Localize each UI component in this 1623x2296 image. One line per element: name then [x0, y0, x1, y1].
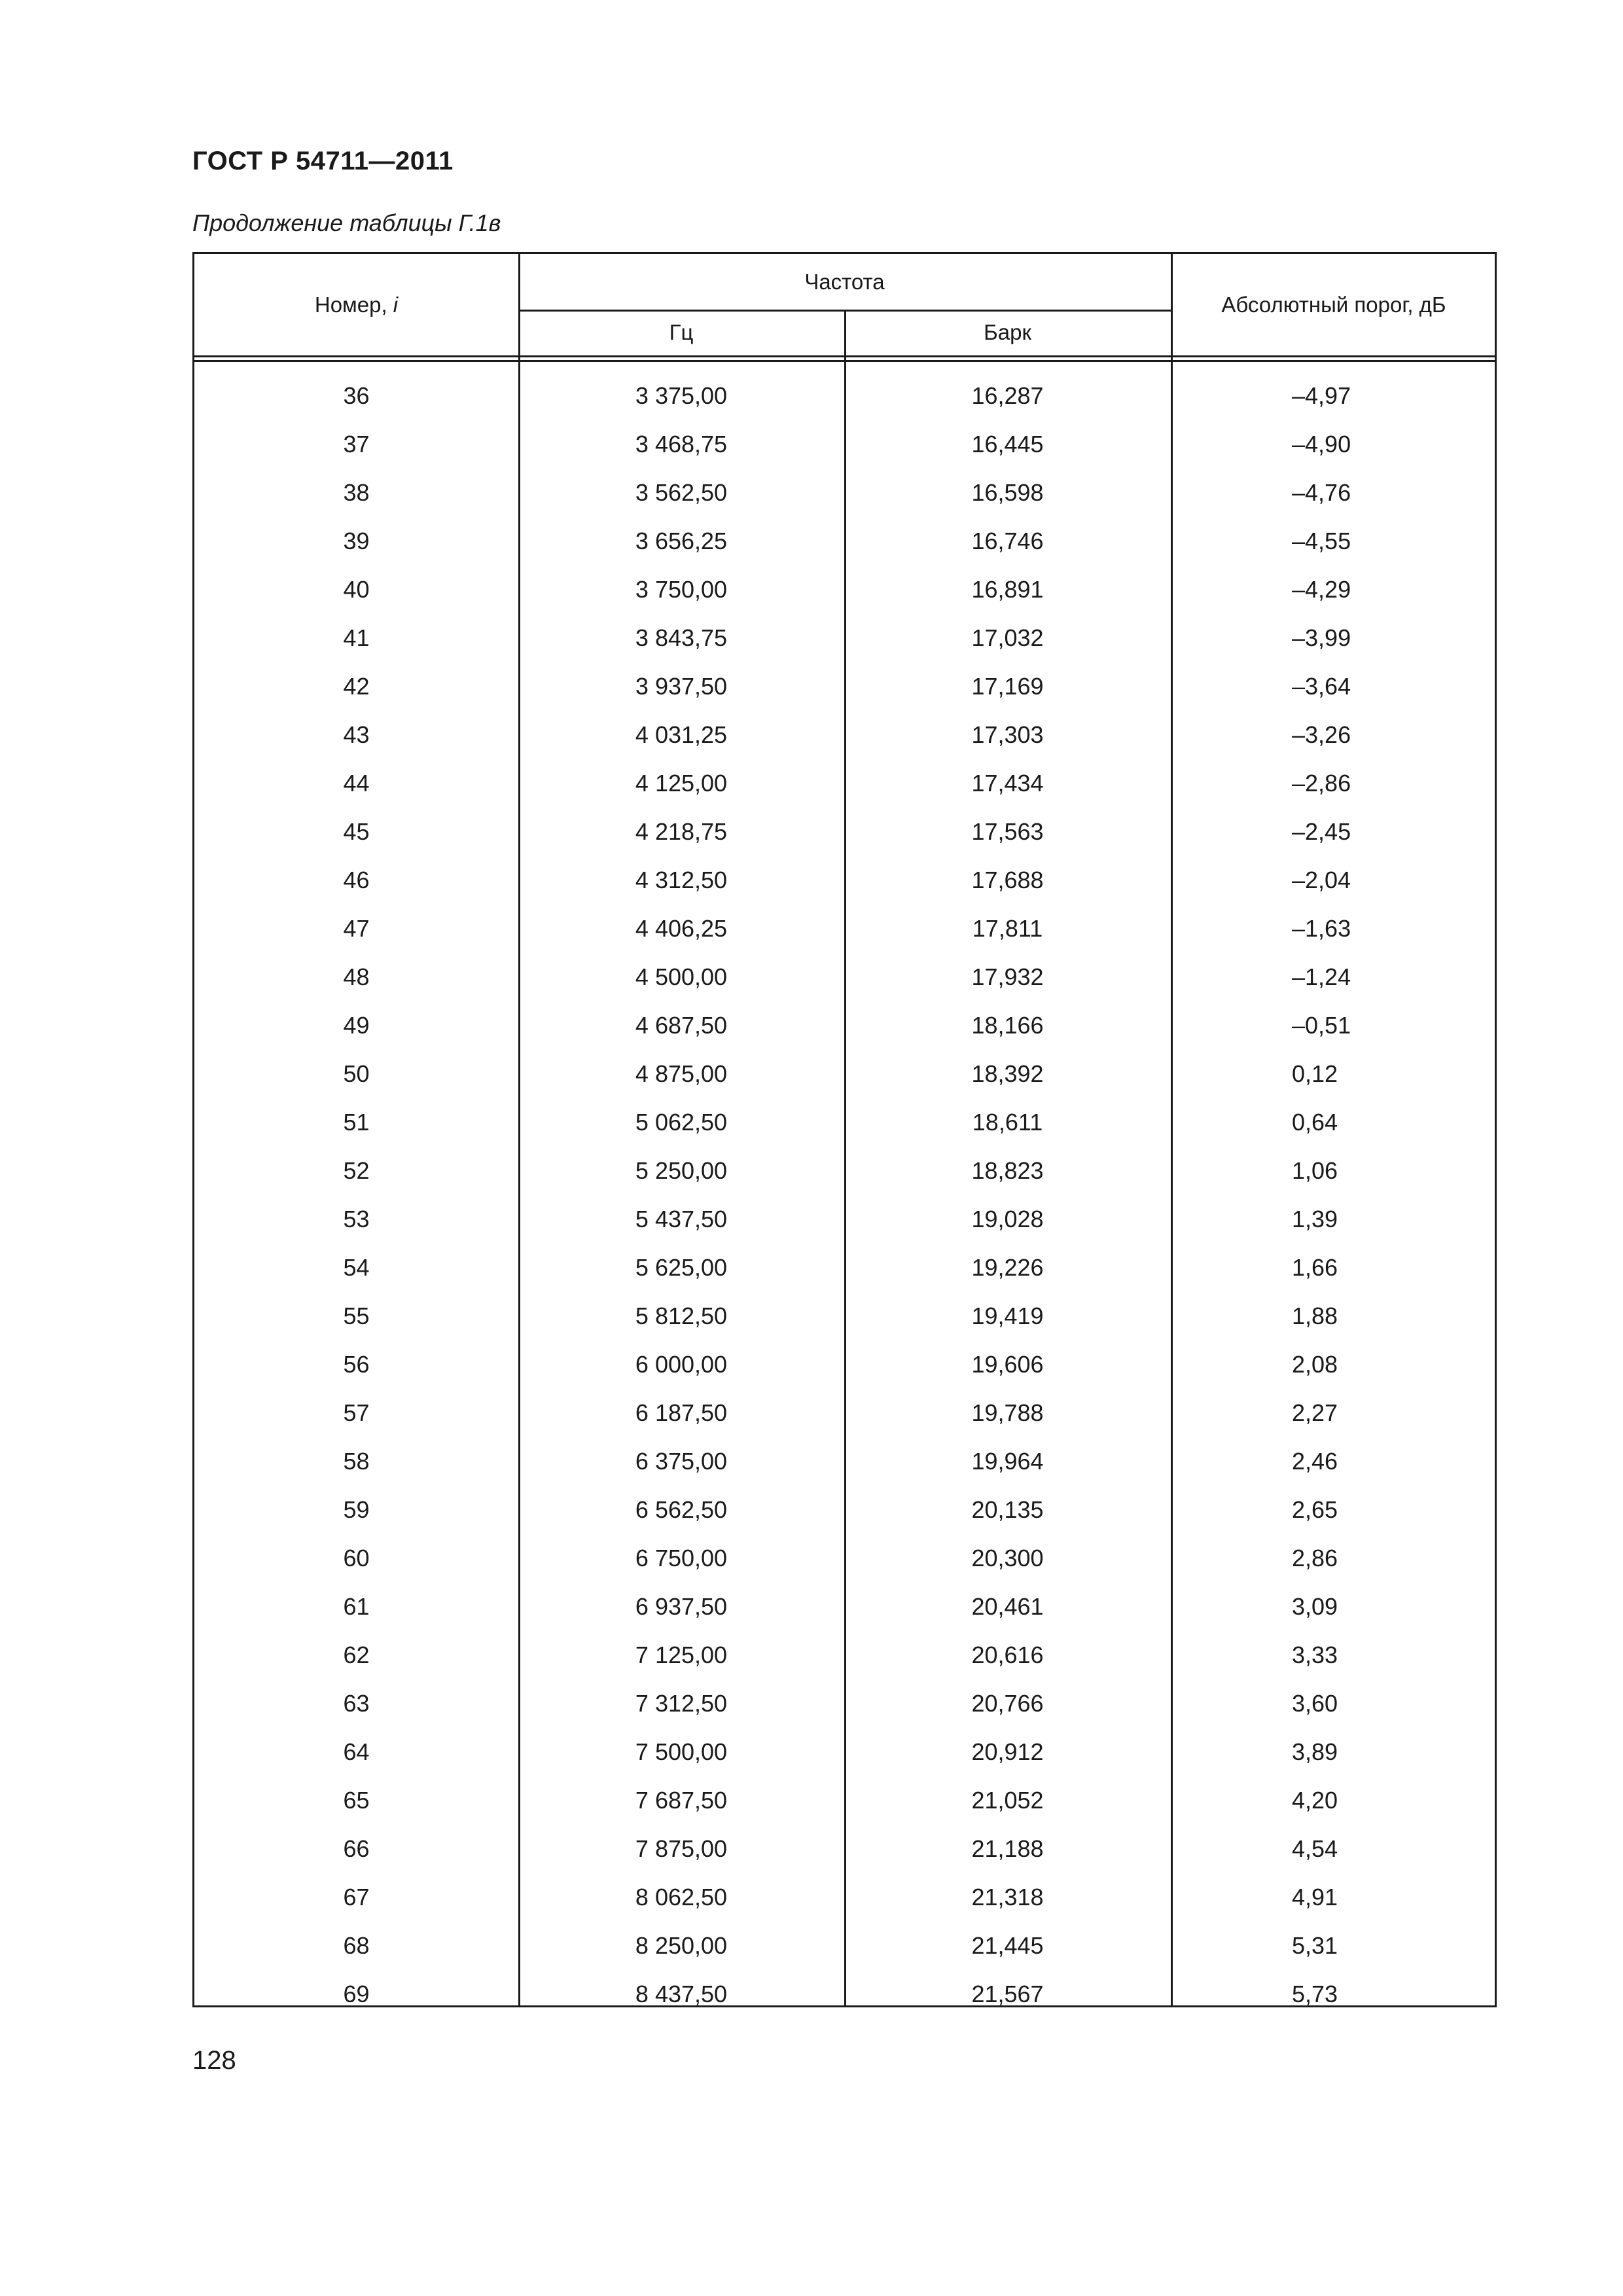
cell-hz: 4 687,50	[635, 1012, 728, 1039]
cell-number: 62	[343, 1641, 370, 1668]
cell-number: 69	[343, 1981, 370, 2007]
cell-bark: 17,434	[971, 770, 1044, 797]
cell-hz: 3 375,00	[635, 382, 728, 409]
cell-hz: 7 687,50	[635, 1787, 728, 1814]
cell-bark: 21,188	[971, 1835, 1044, 1862]
cell-threshold: –3,99	[1292, 624, 1351, 651]
cell-threshold: 5,31	[1292, 1932, 1338, 1959]
header-threshold: Абсолютный порог, дБ	[1221, 292, 1446, 317]
cell-threshold: 2,46	[1292, 1448, 1338, 1475]
cell-hz: 6 937,50	[635, 1593, 728, 1620]
cell-threshold: 2,27	[1292, 1399, 1338, 1426]
cell-bark: 17,932	[971, 963, 1044, 990]
cell-bark: 20,461	[971, 1593, 1044, 1620]
cell-bark: 21,318	[971, 1884, 1044, 1910]
cell-number: 46	[343, 867, 370, 893]
cell-number: 59	[343, 1496, 370, 1523]
cell-hz: 3 562,50	[635, 479, 728, 506]
cell-bark: 19,606	[971, 1351, 1044, 1378]
cell-hz: 3 843,75	[635, 624, 728, 651]
table-vline	[1171, 254, 1173, 2005]
cell-hz: 5 062,50	[635, 1109, 728, 1136]
cell-number: 48	[343, 963, 370, 990]
cell-hz: 4 312,50	[635, 867, 728, 893]
document-code: ГОСТ Р 54711—2011	[192, 147, 454, 175]
cell-threshold: –1,24	[1292, 963, 1351, 990]
table-header-rule	[194, 355, 1495, 357]
cell-number: 36	[343, 382, 370, 409]
cell-threshold: –4,97	[1292, 382, 1351, 409]
cell-bark: 21,445	[971, 1932, 1044, 1959]
cell-hz: 3 750,00	[635, 576, 728, 603]
cell-bark: 18,166	[971, 1012, 1044, 1039]
cell-hz: 6 375,00	[635, 1448, 728, 1475]
cell-hz: 6 562,50	[635, 1496, 728, 1523]
header-number	[194, 254, 518, 355]
cell-bark: 21,052	[971, 1787, 1044, 1814]
cell-number: 44	[343, 770, 370, 797]
table-caption: Продолжение таблицы Г.1в	[192, 209, 501, 236]
cell-number: 66	[343, 1835, 370, 1862]
cell-hz: 7 875,00	[635, 1835, 728, 1862]
cell-hz: 7 125,00	[635, 1641, 728, 1668]
cell-number: 52	[343, 1157, 370, 1184]
cell-threshold: 3,09	[1292, 1593, 1338, 1620]
cell-bark: 17,169	[971, 673, 1044, 700]
cell-bark: 20,766	[971, 1690, 1044, 1717]
cell-bark: 19,028	[971, 1206, 1044, 1232]
cell-bark: 17,032	[971, 624, 1044, 651]
cell-hz: 3 937,50	[635, 673, 728, 700]
cell-hz: 4 031,25	[635, 721, 728, 748]
cell-hz: 7 500,00	[635, 1738, 728, 1765]
cell-threshold: –0,51	[1292, 1012, 1351, 1039]
cell-hz: 4 218,75	[635, 818, 728, 845]
cell-bark: 17,563	[971, 818, 1044, 845]
header-hz: Гц	[669, 320, 694, 344]
cell-hz: 5 812,50	[635, 1302, 728, 1329]
cell-number: 64	[343, 1738, 370, 1765]
cell-number: 42	[343, 673, 370, 700]
cell-number: 49	[343, 1012, 370, 1039]
cell-threshold: 2,86	[1292, 1545, 1338, 1571]
cell-hz: 8 437,50	[635, 1981, 728, 2007]
cell-threshold: 3,33	[1292, 1641, 1338, 1668]
header-bark: Барк	[984, 320, 1031, 344]
cell-bark: 20,912	[971, 1738, 1044, 1765]
cell-threshold: 4,91	[1292, 1884, 1338, 1910]
cell-bark: 18,611	[972, 1109, 1043, 1136]
cell-hz: 8 250,00	[635, 1932, 728, 1959]
cell-hz: 5 250,00	[635, 1157, 728, 1184]
cell-hz: 5 625,00	[635, 1254, 728, 1281]
cell-number: 60	[343, 1545, 370, 1571]
cell-threshold: 3,89	[1292, 1738, 1338, 1765]
cell-bark: 20,616	[971, 1641, 1044, 1668]
cell-threshold: –2,45	[1292, 818, 1351, 845]
cell-number: 40	[343, 576, 370, 603]
cell-hz: 4 125,00	[635, 770, 728, 797]
cell-number: 54	[343, 1254, 370, 1281]
cell-hz: 4 406,25	[635, 915, 728, 942]
cell-threshold: 1,06	[1292, 1157, 1338, 1184]
cell-number: 65	[343, 1787, 370, 1814]
cell-number: 51	[343, 1109, 370, 1136]
cell-hz: 6 000,00	[635, 1351, 728, 1378]
cell-threshold: 1,88	[1292, 1302, 1338, 1329]
data-table	[192, 252, 1497, 2007]
cell-number: 68	[343, 1932, 370, 1959]
cell-threshold: –4,29	[1292, 576, 1351, 603]
cell-number: 61	[343, 1593, 370, 1620]
cell-threshold: 4,54	[1292, 1835, 1338, 1862]
cell-hz: 6 750,00	[635, 1545, 728, 1571]
cell-hz: 4 875,00	[635, 1060, 728, 1087]
cell-bark: 19,964	[971, 1448, 1044, 1475]
cell-number: 37	[343, 431, 370, 457]
cell-bark: 19,226	[971, 1254, 1044, 1281]
cell-threshold: 3,60	[1292, 1690, 1338, 1717]
cell-hz: 7 312,50	[635, 1690, 728, 1717]
cell-number: 53	[343, 1206, 370, 1232]
cell-number: 41	[343, 624, 370, 651]
cell-number: 63	[343, 1690, 370, 1717]
cell-bark: 17,303	[971, 721, 1044, 748]
cell-hz: 6 187,50	[635, 1399, 728, 1426]
cell-threshold: 1,66	[1292, 1254, 1338, 1281]
cell-threshold: –3,26	[1292, 721, 1351, 748]
cell-bark: 20,135	[971, 1496, 1044, 1523]
cell-threshold: –1,63	[1292, 915, 1351, 942]
cell-hz: 5 437,50	[635, 1206, 728, 1232]
cell-threshold: 1,39	[1292, 1206, 1338, 1232]
cell-hz: 3 656,25	[635, 528, 728, 554]
cell-threshold: –2,86	[1292, 770, 1351, 797]
cell-threshold: 4,20	[1292, 1787, 1338, 1814]
cell-bark: 16,746	[971, 528, 1044, 554]
cell-threshold: 5,73	[1292, 1981, 1338, 2007]
table-header-rule	[194, 360, 1495, 362]
cell-number: 50	[343, 1060, 370, 1087]
header-number-label: Номер, i	[314, 292, 399, 317]
cell-bark: 20,300	[971, 1545, 1044, 1571]
page-number: 128	[192, 2046, 236, 2075]
cell-bark: 19,419	[971, 1302, 1044, 1329]
cell-number: 38	[343, 479, 370, 506]
cell-threshold: –3,64	[1292, 673, 1351, 700]
cell-threshold: –4,76	[1292, 479, 1351, 506]
cell-bark: 16,287	[971, 382, 1044, 409]
cell-number: 67	[343, 1884, 370, 1910]
cell-threshold: –2,04	[1292, 867, 1351, 893]
header-frequency: Частота	[804, 269, 885, 294]
cell-bark: 18,392	[971, 1060, 1044, 1087]
cell-threshold: 2,08	[1292, 1351, 1338, 1378]
cell-bark: 16,891	[971, 576, 1044, 603]
cell-bark: 16,445	[971, 431, 1044, 457]
cell-threshold: 0,64	[1292, 1109, 1338, 1136]
cell-hz: 8 062,50	[635, 1884, 728, 1910]
cell-bark: 18,823	[971, 1157, 1044, 1184]
cell-number: 43	[343, 721, 370, 748]
cell-number: 39	[343, 528, 370, 554]
cell-bark: 17,811	[972, 915, 1043, 942]
cell-threshold: –4,55	[1292, 528, 1351, 554]
cell-number: 57	[343, 1399, 370, 1426]
cell-hz: 4 500,00	[635, 963, 728, 990]
cell-number: 55	[343, 1302, 370, 1329]
cell-threshold: –4,90	[1292, 431, 1351, 457]
cell-bark: 21,567	[971, 1981, 1044, 2007]
cell-number: 45	[343, 818, 370, 845]
cell-bark: 16,598	[971, 479, 1044, 506]
cell-threshold: 0,12	[1292, 1060, 1338, 1087]
cell-number: 47	[343, 915, 370, 942]
cell-bark: 19,788	[971, 1399, 1044, 1426]
cell-bark: 17,688	[971, 867, 1044, 893]
cell-number: 58	[343, 1448, 370, 1475]
cell-number: 56	[343, 1351, 370, 1378]
cell-hz: 3 468,75	[635, 431, 728, 457]
cell-threshold: 2,65	[1292, 1496, 1338, 1523]
